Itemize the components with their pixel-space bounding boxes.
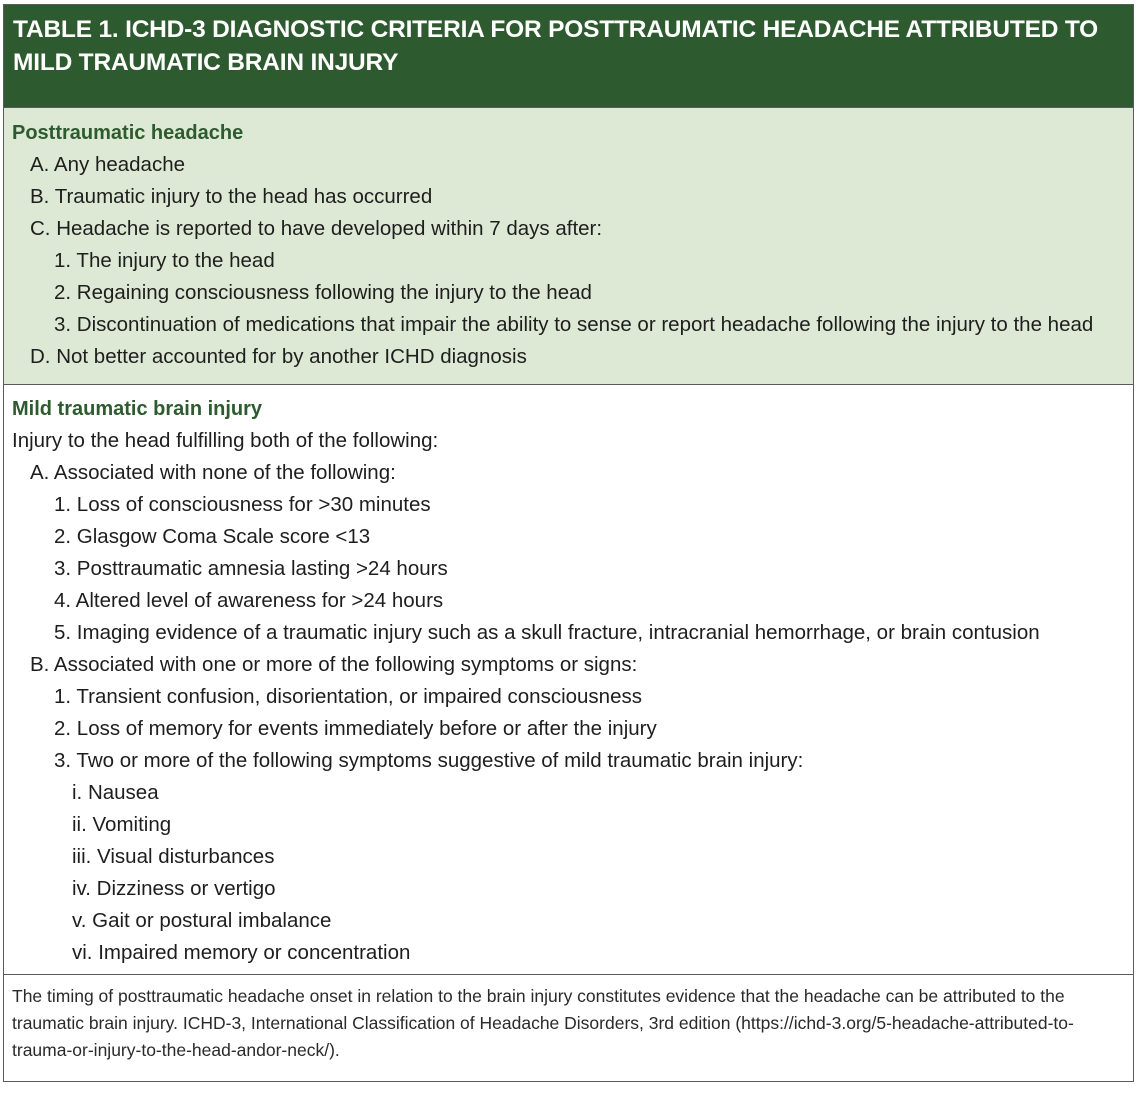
criterion-c: C. Headache is reported to have developed within 7 days after: [30,217,603,240]
criterion-a3: 3. Posttraumatic amnesia lasting >24 hours [54,557,448,580]
symptom-item: iii. Visual disturbances [72,845,275,868]
posttraumatic-headache-section [4,107,1133,385]
criterion-a2: 2. Glasgow Coma Scale score <13 [54,525,371,548]
table-footnote: The timing of posttraumatic headache onset in relation to the brain injury constitutes evidence that the headache can be attributed to the traumatic brain injury. ICHD-3, International Classification of Headache Disorders, 3rd edition (https://ichd-3.org/5-headache-attributed-to-trauma-or-injury-to-the-head-andor-neck/). [12,986,1074,1060]
criterion-c1: 1. The injury to the head [54,249,275,272]
criterion-d: D. Not better accounted for by another ICHD diagnosis [30,345,527,368]
criterion-b1: 1. Transient confusion, disorientation, or impaired consciousness [54,685,642,708]
symptom-item: i. Nausea [72,781,159,804]
section-heading: Mild traumatic brain injury [12,398,263,420]
criterion-a1: 1. Loss of consciousness for >30 minutes [54,493,431,516]
criterion-c2: 2. Regaining consciousness following the injury to the head [54,281,592,304]
criterion-a5: 5. Imaging evidence of a traumatic injury such as a skull fracture, intracranial hemorrhage, or brain contusion [54,621,1040,644]
criterion-b3: 3. Two or more of the following symptoms suggestive of mild traumatic brain injury: [54,749,804,772]
symptom-item: ii. Vomiting [72,813,172,836]
criterion-c3: 3. Discontinuation of medications that impair the ability to sense or report headache following the injury to the head [54,313,1094,336]
table-title: TABLE 1. ICHD-3 DIAGNOSTIC CRITERIA FOR POSTTRAUMATIC HEADACHE ATTRIBUTED TO MILD TRAUMATIC BRAIN INJURY [4,5,1133,107]
criterion-b: B. Traumatic injury to the head has occurred [30,185,433,208]
criterion-b2: 2. Loss of memory for events immediately before or after the injury [54,717,657,740]
section-heading: Posttraumatic headache [12,122,244,144]
criterion-a4: 4. Altered level of awareness for >24 hours [54,589,444,612]
criterion-b: B. Associated with one or more of the following symptoms or signs: [30,653,638,676]
mild-tbi-section [4,385,1133,975]
symptom-item: v. Gait or postural imbalance [72,909,332,932]
symptom-item: vi. Impaired memory or concentration [72,941,411,964]
criterion-a: A. Associated with none of the following: [30,461,396,484]
criterion-a: A. Any headache [30,153,186,176]
criteria-table [3,4,1134,1082]
section-intro: Injury to the head fulfilling both of the following: [12,429,439,452]
symptom-item: iv. Dizziness or vertigo [72,877,276,900]
